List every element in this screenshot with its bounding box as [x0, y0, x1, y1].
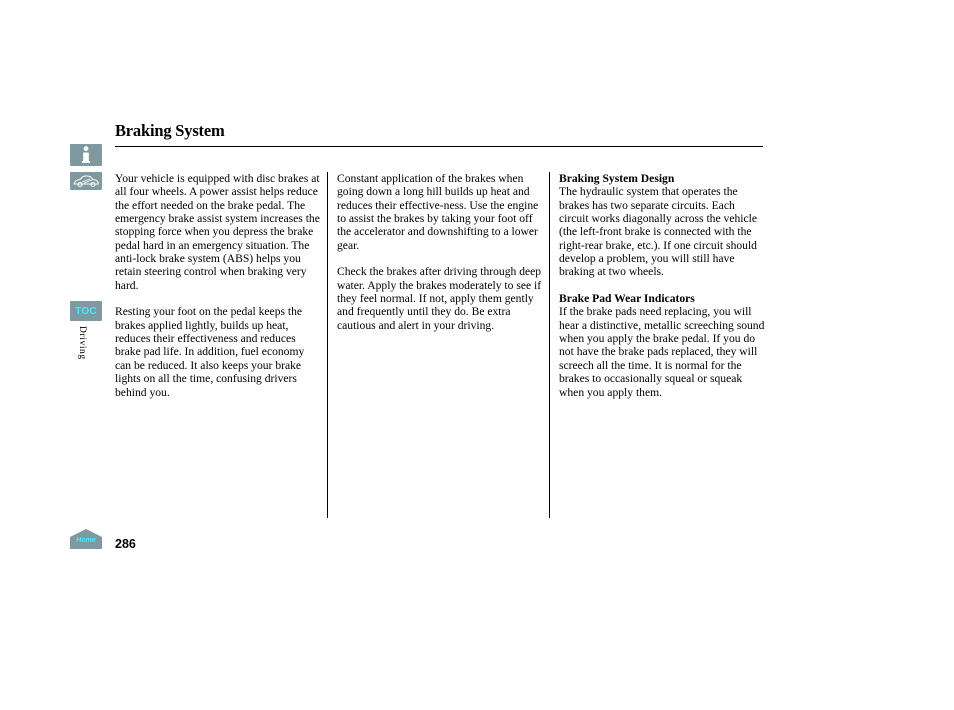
paragraph: Your vehicle is equipped with disc brakes at all four wheels. A power assist helps reduce the effort needed on the brake pedal. The emergency brake assist system increases the stopping force when you depress the brake pedal hard in an emergency situation. The anti-lock brake system (ABS) helps you retain steering control when braking very hard. — [115, 172, 320, 292]
page-title: Braking System — [115, 121, 225, 140]
title-rule — [115, 146, 763, 147]
paragraph: The hydraulic system that operates the brakes has two separate circuits. Each circuit works diagonally across the vehicle (the left-front brake is connected with the right-rear brake, etc.). If one circuit should develop a problem, you will still have braking at two wheels. — [559, 185, 757, 279]
home-label: Home — [76, 537, 96, 544]
subheading: Braking System Design — [559, 172, 675, 185]
subheading: Brake Pad Wear Indicators — [559, 292, 695, 306]
page-number: 286 — [115, 537, 136, 551]
paragraph: Constant application of the brakes when going down a long hill builds up heat and reduces their effective-ness. Use the engine to assist the brakes by taking your foot off the accelerator and downshifting to a lower gear. — [337, 172, 539, 252]
info-button[interactable] — [70, 144, 102, 166]
column-divider — [327, 172, 328, 518]
section-tab-label: Driving — [77, 326, 87, 360]
paragraph: If the brake pads need replacing, you will hear a distinctive, metallic screeching sound when you apply the brake pedal. If you do not have the brake pads replaced, they will screech all the time. It is normal for the brakes to occasionally squeal or squeak when you apply them. — [559, 305, 765, 399]
info-icon — [80, 146, 92, 164]
section-block — [559, 292, 765, 399]
paragraph: Resting your foot on the pedal keeps the brakes applied lightly, builds up heat, reduces their effectiveness and reduces brake pad life. In addition, fuel economy can be reduced. It also keeps your brake lights on all the time, confusing drivers behind you. — [115, 305, 305, 399]
column-2 — [337, 172, 543, 345]
car-icon — [72, 174, 100, 188]
section-block — [559, 172, 765, 279]
column-1 — [115, 172, 321, 412]
car-index-button[interactable] — [70, 172, 102, 190]
column-divider — [549, 172, 550, 518]
home-button[interactable] — [70, 529, 102, 549]
paragraph: Check the brakes after driving through deep water. Apply the brakes moderately to see if they feel normal. If not, apply them gently and frequently until they do. Be extra cautious and alert in your driving. — [337, 265, 542, 332]
column-3 — [559, 172, 765, 412]
toc-button[interactable]: TOC — [70, 301, 102, 321]
